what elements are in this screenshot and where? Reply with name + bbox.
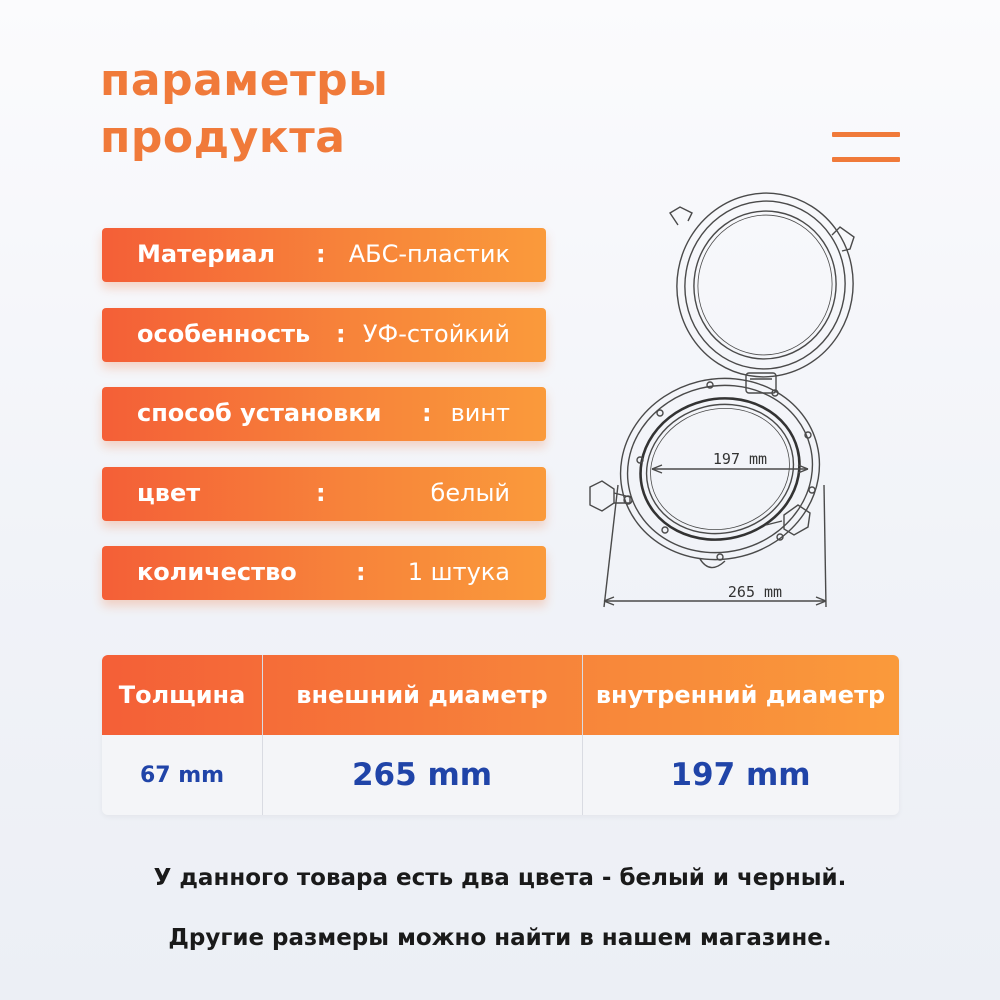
value-thickness: 67 mm [139,762,225,788]
inner-diameter-label: 197 mm [712,450,768,468]
spec-value: УФ-стойкий [362,320,510,348]
spec-value: белый [430,479,510,507]
spec-label: Материал [137,240,276,268]
spec-separator: : [336,320,346,348]
dimensions-table [102,655,899,815]
value-inner-diameter: 197 mm [670,757,811,793]
spec-row-color [102,467,546,521]
spec-separator: : [422,399,432,427]
title-line-2: продукта [100,112,346,163]
spec-row-quantity [102,546,546,600]
spec-label: способ установки [137,399,382,427]
note-colors: У данного товара есть два цвета - белый и черный. [153,865,847,891]
header-thickness: Толщина [118,681,246,709]
spec-value: АБС-пластик [348,240,510,268]
spec-label: особенность [137,320,311,348]
spec-row-feature [102,308,546,362]
spec-value: винт [450,399,510,427]
spec-row-material [102,228,546,282]
title-line-1: параметры [100,55,389,106]
outer-diameter-label: 265 mm [727,583,783,601]
page-title [100,52,388,166]
spec-label: цвет [137,479,201,507]
spec-separator: : [356,558,366,586]
porthole-diagram [570,185,860,615]
value-outer-diameter: 265 mm [351,757,493,793]
header-inner-diameter: внутренний диаметр [595,681,886,709]
note-sizes: Другие размеры можно найти в нашем магазине. [168,925,832,951]
decorative-lines-icon [832,132,900,182]
spec-separator: : [316,240,326,268]
spec-separator: : [316,479,326,507]
header-outer-diameter: внешний диаметр [296,681,548,709]
spec-label: количество [137,558,297,586]
spec-value: 1 штука [407,558,510,586]
spec-row-installation [102,387,546,441]
